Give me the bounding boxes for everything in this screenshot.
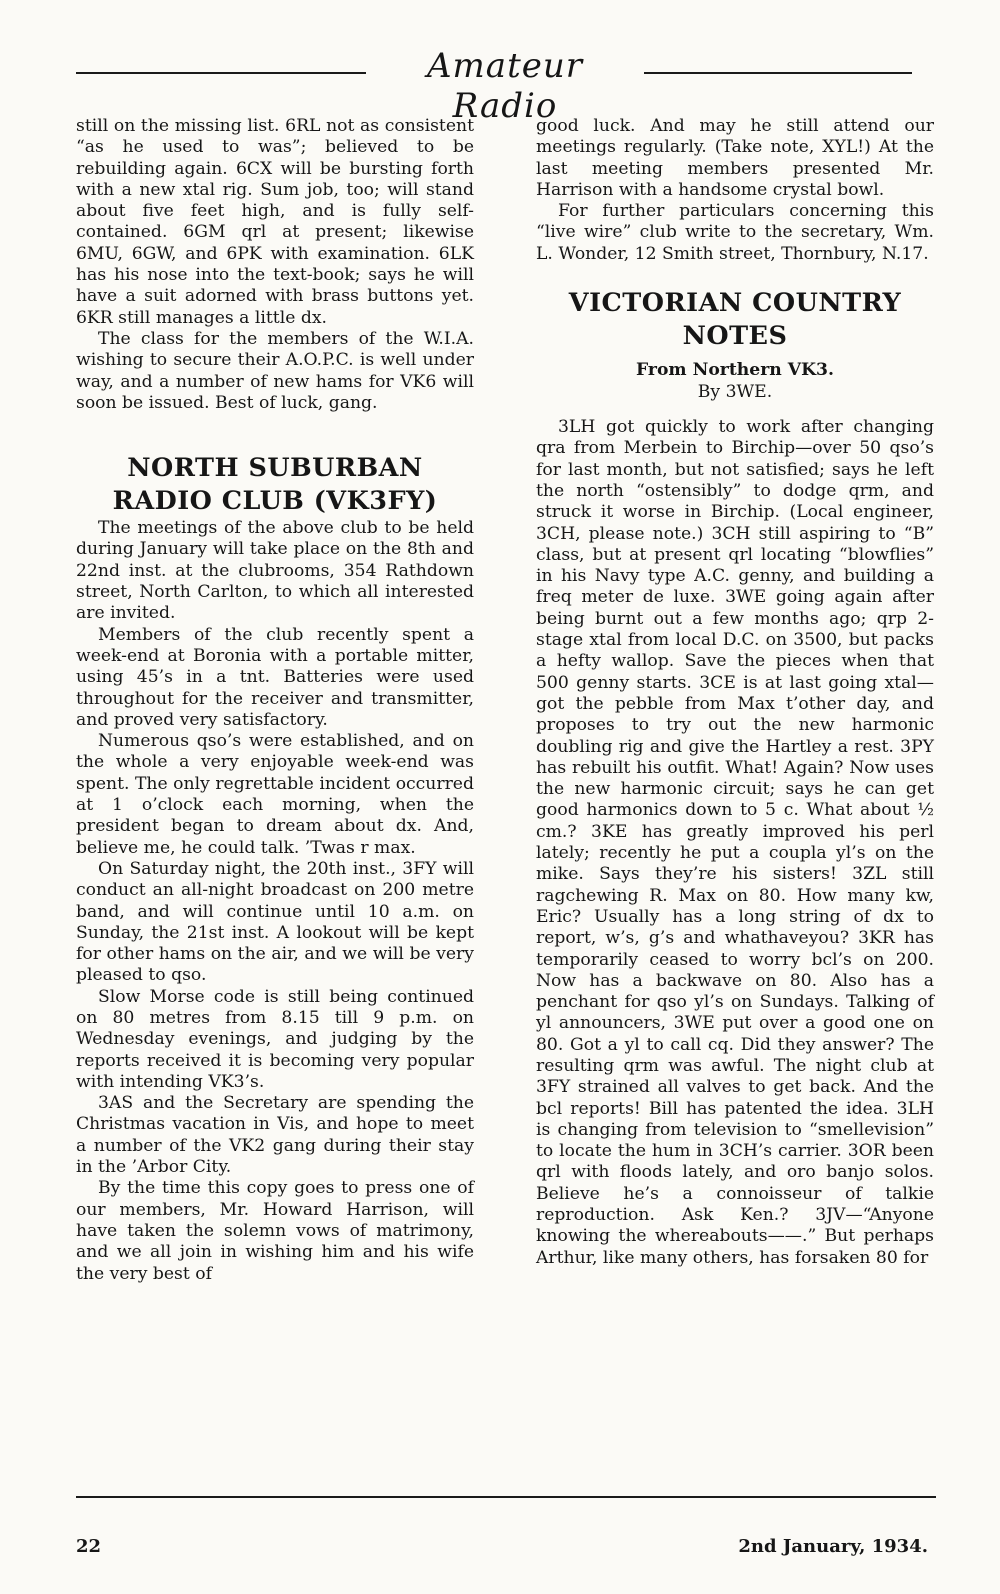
paragraph: The meetings of the above club to be held during January will take place on the 8th and 22nd inst. at the clubrooms, 354 Rathdown street, North Carlton, to which all interested are invited. (76, 518, 474, 624)
page-number: 22 (76, 1536, 102, 1557)
right-column (536, 116, 934, 1269)
heading-line: VICTORIAN COUNTRY (568, 288, 902, 319)
magazine-title: Amateur Radio (427, 46, 583, 126)
paragraph: 3AS and the Secretary are spending the Christmas vacation in Vis, and hope to meet a number of the VK2 gang during their stay in the ’Arbor City. (76, 1093, 474, 1178)
masthead (76, 46, 912, 126)
section-heading-victorian-country (536, 287, 934, 353)
footer-rule (76, 1496, 936, 1498)
heading-line: NOTES (682, 321, 788, 352)
paragraph: By the time this copy goes to press one of our members, Mr. Howard Harrison, will have taken the solemn vows of matrimony, and we all join in wishing him and his wife the very best of (76, 1178, 474, 1284)
paragraph: Members of the club recently spent a week-end at Boronia with a portable mitter, using 45’s in a tnt. Batteries were used throughout for the receiver and transmitter, and proved very satisfactory. (76, 624, 474, 730)
paragraph: For further particulars concerning this “live wire” club write to the secretary, Wm. L. Wonder, 12 Smith street, Thornbury, N.17. (536, 201, 934, 264)
left-column (76, 116, 474, 1285)
issue-date: 2nd January, 1934. (738, 1536, 928, 1557)
section-heading-north-suburban (76, 452, 474, 518)
heading-line: RADIO CLUB (VK3FY) (112, 486, 438, 517)
masthead-rule-left (76, 72, 366, 74)
paragraph: good luck. And may he still attend our meetings regularly. (Take note, XYL!) At the last meeting members presented Mr. Harrison with a handsome crystal bowl. (536, 116, 934, 200)
byline-from: From Northern VK3. (636, 360, 834, 381)
paragraph: Slow Morse code is still being continued on 80 metres from 8.15 till 9 p.m. on Wednesday evenings, and judging by the reports received it is becoming very popular with intending VK3’s. (76, 986, 474, 1092)
paragraph: On Saturday night, the 20th inst., 3FY will conduct an all-night broadcast on 200 metre band, and will continue until 10 a.m. on Sunday, the 21st inst. A lookout will be kept for other hams on the air, and we will be very pleased to qso. (76, 858, 474, 986)
heading-line: NORTH SUBURBAN (127, 453, 423, 484)
paragraph: 3LH got quickly to work after changing qra from Merbein to Birchip—over 50 qso’s for last month, but not satisfied; says he left the north “ostensibly” to dodge qrm, and struck it worse in Birchip. (Local engineer, 3CH, please note.) 3CH still aspiring to “B” class, but at present qrl locating “blowflies” in his Navy type A.C. genny, and building a freq meter de luxe. 3WE going again after being burnt out a few months ago; qrp 2-stage xtal from local D.C. on 3500, but packs a hefty wallop. Save the pieces when that 500 genny starts. 3CE is at last going xtal—got the pebble from Max t’other day, and proposes to try out the new harmonic doubling rig and give the Hartley a rest. 3PY has rebuilt his outfit. What! Again? Now uses the new harmonic circuit; says he can get good harmonics down to 5 c. What about ½ cm.? 3KE has greatly improved his perl lately; recently he put a coupla yl’s on the mike. Says they’re his sisters! 3ZL still ragchewing R. Max on 80. How many kw, Eric? Usually has a long string of dx to report, w’s, g’s and whathaveyou? 3KR has temporarily ceased to worry bcl’s on 200. Now has a backwave on 80. Also has a penchant for qso yl’s on Sundays. Talking of yl announcers, 3WE put over a good one on 80. Got a yl to call cq. Did they answer? The resulting qrm was awful. The night club at 3FY strained all valves to get back. And the bcl reports! Bill has patented the idea. 3LH is changing from television to “smellevision” to locate the hum in 3CH’s carrier. 3OR been qrl with floods lately, and oro banjo solos. Believe he’s a connoisseur of talkie reproduction. Ask Ken.? 3JV—“Anyone knowing the whereabouts——.” But perhaps Arthur, like many others, has forsaken 80 for (536, 417, 934, 1268)
byline-author: By 3WE. (697, 382, 773, 403)
paragraph: The class for the members of the W.I.A. wishing to secure their A.O.P.C. is well under way, and a number of new hams for VK6 will soon be issued. Best of luck, gang. (76, 328, 474, 413)
paragraph: still on the missing list. 6RL not as consistent “as he used to was”; believed to be rebuilding again. 6CX will be bursting forth with a new xtal rig. Sum job, too; will stand about five feet high, and is fully self-contained. 6GM qrl at present; likewise 6MU, 6GW, and 6PK with examination. 6LK has his nose into the text-book; says he will have a suit adorned with brass buttons yet. 6KR still manages a little dx. (76, 116, 474, 328)
masthead-rule-right (644, 72, 912, 74)
paragraph: Numerous qso’s were established, and on the whole a very enjoyable week-end was spent. The only regrettable incident occurred at 1 o’clock each morning, when the president began to dream about dx. And, believe me, he could talk. ’Twas r max. (76, 731, 474, 858)
